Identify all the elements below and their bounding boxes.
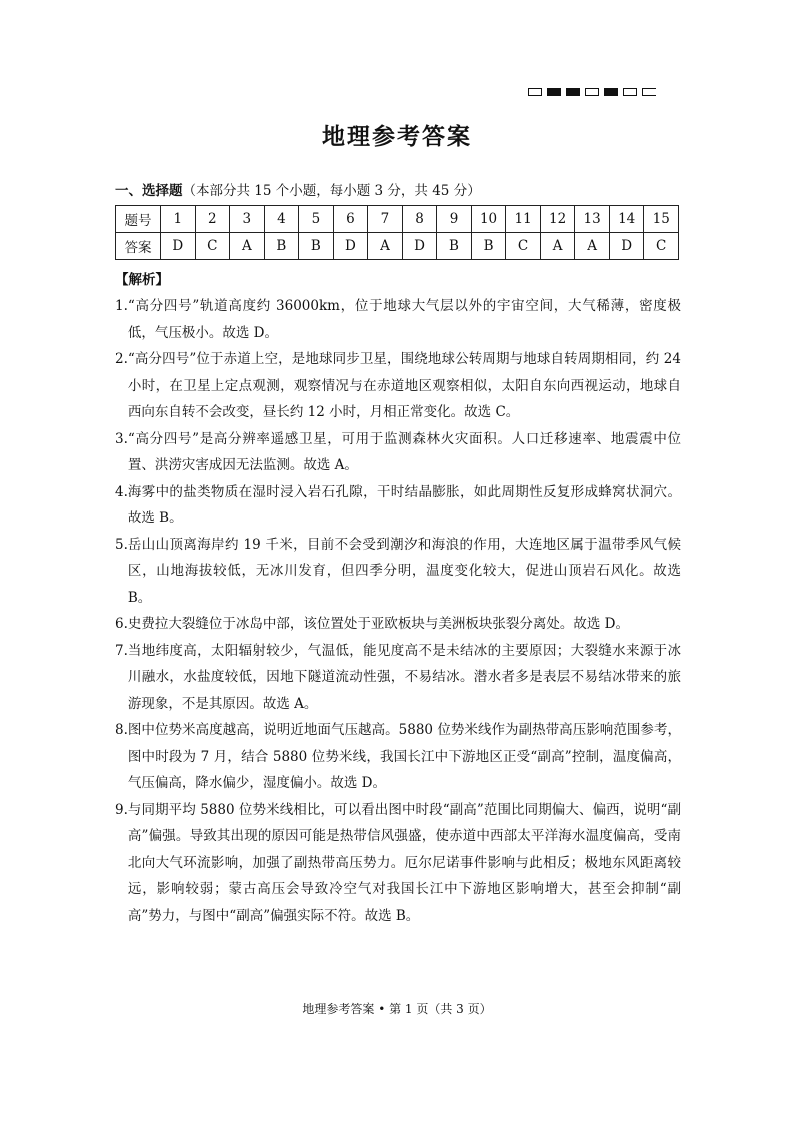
answer-cell: A — [540, 233, 575, 260]
number-row — [116, 206, 679, 233]
header-marks — [528, 88, 656, 96]
mark-square-open — [528, 88, 542, 96]
question-number-cell: 14 — [609, 206, 644, 233]
answer-cell: D — [333, 233, 368, 260]
analysis-item-number: 5. — [115, 536, 128, 553]
analysis-item-text: 当地纬度高，太阳辐射较少，气温低，能见度高不是未结冰的主要原因；大裂缝水来源于冰川融水，水盐度较低，因地下隧道流动性强，不易结冰。潜水者多是表层不易结冰带来的旅游现象，不是其原因。故选 A。 — [127, 642, 681, 712]
answer-cell: D — [609, 233, 644, 260]
analysis-item-text: “高分四号”轨道高度约 36000km，位于地球大气层以外的宇宙空间，大气稀薄，密度极低，气压极小。故选 D。 — [127, 298, 681, 341]
analysis-item-number: 6. — [115, 616, 128, 632]
analysis-item-number: 7. — [115, 642, 128, 659]
analysis-item-number: 9. — [115, 801, 128, 818]
answer-cell: A — [575, 233, 610, 260]
answer-cell: A — [230, 233, 265, 260]
analysis-item-text: “高分四号”是高分辨率遥感卫星，可用于监测森林火灾面积。人口迁移速率、地震震中位置、洪涝灾害成因无法监测。故选 A。 — [127, 430, 681, 473]
question-number-cell: 15 — [644, 206, 679, 233]
row-head-answer: 答案 — [116, 233, 161, 260]
analysis-item-number: 4. — [115, 483, 128, 500]
analysis-item — [115, 638, 681, 718]
question-number-cell: 13 — [575, 206, 610, 233]
analysis-list — [115, 293, 681, 929]
section-label: 一、选择题 — [115, 183, 183, 199]
question-number-cell: 8 — [402, 206, 437, 233]
mark-square-filled — [566, 88, 580, 96]
analysis-item — [115, 426, 681, 479]
analysis-item-text: “高分四号”位于赤道上空，是地球同步卫星，围绕地球公转周期与地球自转周期相同，约 24 小时，在卫星上定点观测，观察情况与在赤道地区观察相似，太阳自东向西视运动，地球自西向东自转不会改变，昼长约 12 小时，月相正常变化。故选 C。 — [127, 351, 681, 420]
question-number-cell: 12 — [540, 206, 575, 233]
analysis-item-text: 与同期平均 5880 位势米线相比，可以看出图中时段“副高”范围比同期偏大、偏西，说明“副高”偏强。导致其出现的原因可能是热带信风强盛，使赤道中西部太平洋海水温度偏高，受南北向大气环流影响，加强了副热带高压势力。厄尔尼诺事件影响与此相反；极地东风距离较远，影响较弱；蒙古高压会导致冷空气对我国长江中下游地区影响增大，甚至会抑制“副高”势力，与图中“副高”偏强实际不符。故选 B。 — [127, 801, 681, 924]
analysis-item — [115, 717, 681, 797]
answer-cell: C — [644, 233, 679, 260]
analysis-item — [115, 346, 681, 426]
answer-cell: D — [402, 233, 437, 260]
analysis-item-number: 3. — [115, 430, 128, 447]
question-number-cell: 6 — [333, 206, 368, 233]
analysis-item-number: 1. — [115, 298, 128, 314]
answer-cell: D — [161, 233, 196, 260]
answer-cell: A — [368, 233, 403, 260]
analysis-item — [115, 532, 681, 612]
answer-row — [116, 233, 679, 260]
answer-cell: B — [437, 233, 472, 260]
analysis-item-text: 岳山山顶离海岸约 19 千米，目前不会受到潮汐和海浪的作用，大连地区属于温带季风气候区，山地海拔较低，无冰川发育，但四季分明，温度变化较大，促进山顶岩石风化。故选 B。 — [127, 536, 681, 606]
question-number-cell: 2 — [195, 206, 230, 233]
answer-cell: B — [299, 233, 334, 260]
question-number-cell: 11 — [506, 206, 541, 233]
mark-square-half — [642, 88, 656, 96]
analysis-item-number: 2. — [115, 351, 128, 367]
analysis-item-number: 8. — [115, 722, 128, 738]
answer-table — [115, 205, 679, 260]
analysis-item — [115, 293, 681, 346]
question-number-cell: 5 — [299, 206, 334, 233]
answer-cell: C — [506, 233, 541, 260]
analysis-item-text: 史费拉大裂缝位于冰岛中部，该位置处于亚欧板块与美洲板块张裂分离处。故选 D。 — [127, 616, 630, 632]
analysis-item — [115, 611, 681, 638]
question-number-cell: 10 — [471, 206, 506, 233]
row-head-number: 题号 — [116, 206, 161, 233]
question-number-cell: 3 — [230, 206, 265, 233]
analysis-item — [115, 797, 681, 930]
section-note: （本部分共 15 个小题，每小题 3 分，共 45 分） — [182, 183, 481, 199]
answer-cell: B — [471, 233, 506, 260]
analysis-item-text: 图中位势米高度越高，说明近地面气压越高。5880 位势米线作为副热带高压影响范围参考，图中时段为 7 月，结合 5880 位势米线，我国长江中下游地区正受“副高”控制，温度偏高，气压偏高，降水偏少，湿度偏小。故选 D。 — [127, 722, 681, 791]
answer-cell: B — [264, 233, 299, 260]
mark-square-filled — [547, 88, 561, 96]
analysis-item — [115, 479, 681, 532]
question-number-cell: 9 — [437, 206, 472, 233]
section-heading — [115, 179, 481, 199]
page-footer: 地理参考答案 • 第 1 页（共 3 页） — [302, 1002, 492, 1016]
analysis-item-text: 海雾中的盐类物质在湿时浸入岩石孔隙，干时结晶膨胀，如此周期性反复形成蜂窝状洞穴。故选 B。 — [127, 483, 681, 526]
page-title: 地理参考答案 — [322, 123, 472, 150]
mark-square-open — [585, 88, 599, 96]
analysis-label: 【解析】 — [115, 272, 169, 288]
answer-cell: C — [195, 233, 230, 260]
question-number-cell: 4 — [264, 206, 299, 233]
question-number-cell: 7 — [368, 206, 403, 233]
mark-square-filled — [604, 88, 618, 96]
question-number-cell: 1 — [161, 206, 196, 233]
mark-square-open — [623, 88, 637, 96]
